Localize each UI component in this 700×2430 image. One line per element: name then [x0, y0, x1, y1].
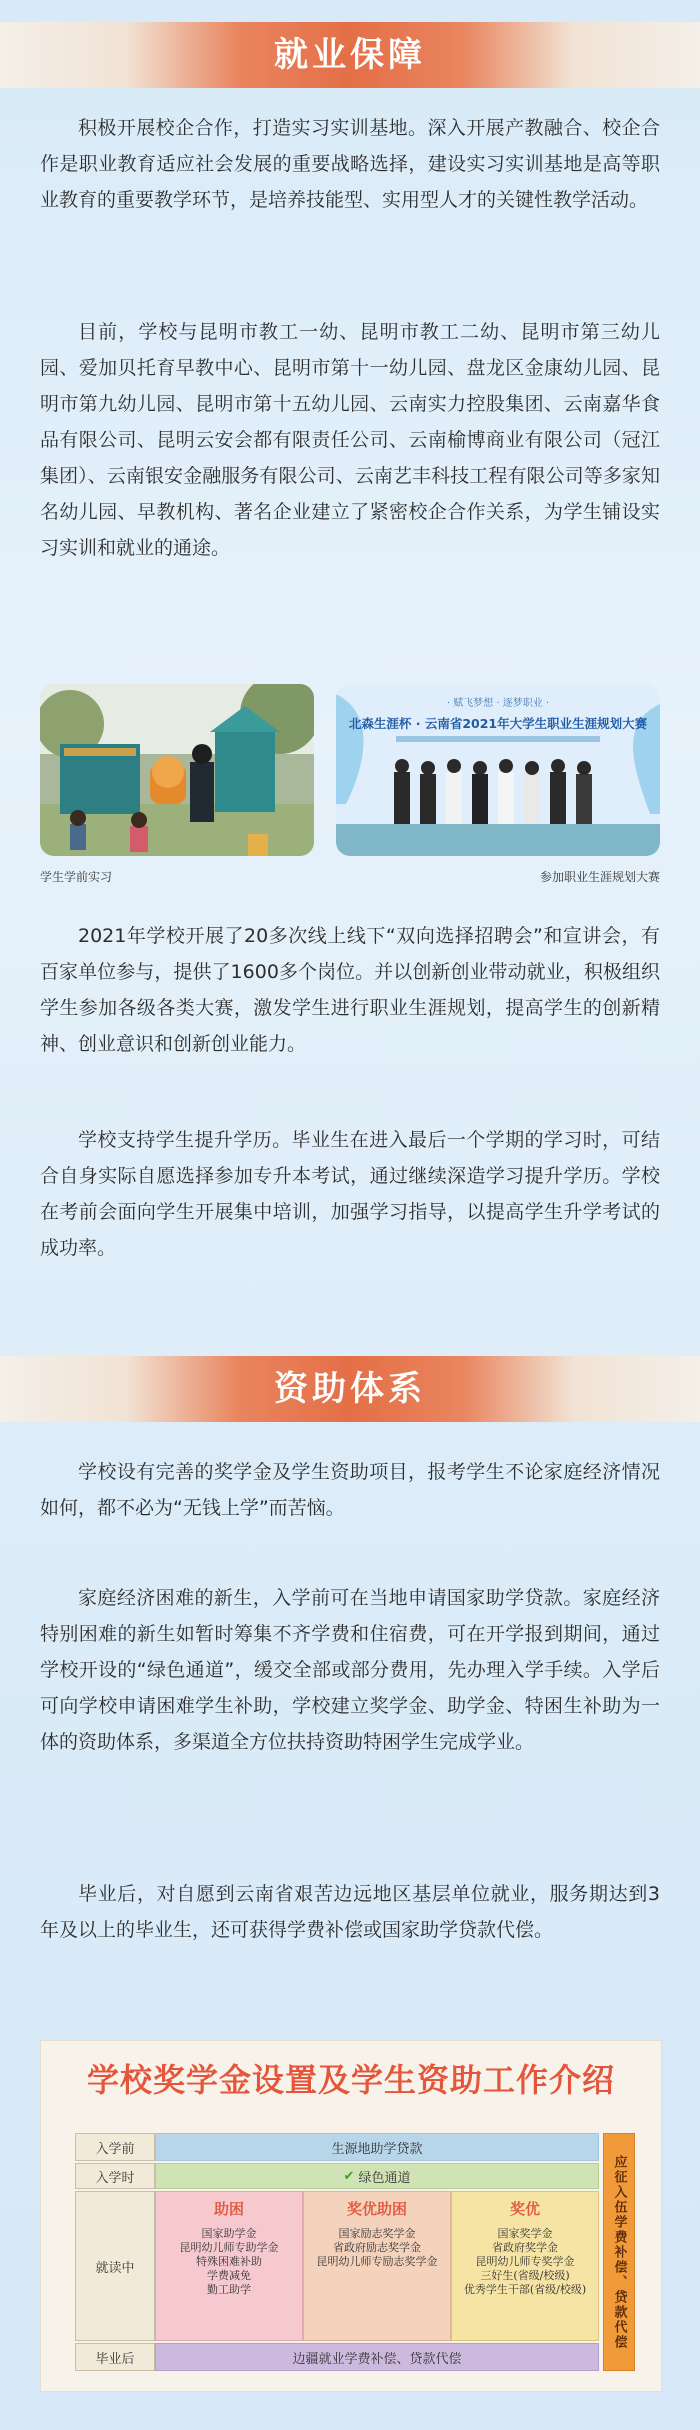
- column-header: 奖优: [509, 2200, 540, 2218]
- section-title: 就业保障: [274, 35, 426, 75]
- section-banner-employment: [0, 22, 700, 88]
- aid-item: 三好生(省级/校级): [480, 2269, 570, 2282]
- aid-table: [75, 2133, 635, 2377]
- row-label-after: 毕业后: [75, 2343, 155, 2371]
- row-label-before: 入学前: [75, 2133, 155, 2161]
- section-title: 资助体系: [274, 1369, 426, 1409]
- aid-item: 昆明幼儿师专励志奖学金: [316, 2255, 438, 2268]
- aid-item: 省政府奖学金: [492, 2241, 558, 2254]
- row-label-enroll: 入学时: [75, 2163, 155, 2189]
- row-label-study: 就读中: [75, 2191, 155, 2341]
- paragraph: 目前，学校与昆明市教工一幼、昆明市教工二幼、昆明市第三幼儿园、爱加贝托育早教中心、昆明市第十一幼儿园、盘龙区金康幼儿园、昆明市第九幼儿园、昆明市第十五幼儿园、云南实力控股集团、云南嘉华食品有限公司、昆明云安会都有限责任公司、云南榆博商业有限公司（冠江集团）、云南银安金融服务有限公司、云南艺丰科技工程有限公司等多家知名幼儿园、早教机构、著名企业建立了紧密校企合作关系，为学生铺设实习实训和就业的通途。: [40, 321, 660, 559]
- aid-item: 国家励志奖学金: [338, 2227, 416, 2240]
- column-merit: [451, 2191, 599, 2341]
- paragraph: 学校支持学生提升学历。毕业生在进入最后一个学期的学习时，可结合自身实际自愿选择参加专升本考试，通过继续深造学习提升学历。学校在考前会面向学生开展集中培训，加强学习指导，以提高学生升学考试的成功率。: [40, 1129, 660, 1259]
- aid-item: 昆明幼儿师专助学金: [179, 2241, 279, 2254]
- aid-item: 勤工助学: [207, 2283, 251, 2296]
- aid-item: 学费减免: [207, 2269, 251, 2282]
- banner-small-text: · 赋飞梦想 · 逐梦职业 ·: [446, 698, 550, 709]
- photo-caption: 学生学前实习: [40, 870, 113, 884]
- career-contest-photo: [336, 684, 660, 856]
- row-before-content: 生源地助学贷款: [155, 2133, 599, 2161]
- aid-item: 省政府励志奖学金: [333, 2241, 421, 2254]
- column-header: 奖优助困: [346, 2200, 407, 2218]
- column-merit-need: [303, 2191, 451, 2341]
- aid-item: 优秀学生干部(省级/校级): [463, 2283, 587, 2296]
- contest-stage-illustration: [336, 684, 660, 856]
- paragraph: 家庭经济困难的新生，入学前可在当地申请国家助学贷款。家庭经济特别困难的新生如暂时筹集不齐学费和住宿费，可在开学报到期间，通过学校开设的“绿色通道”，缓交全部或部分费用，先办理入学手续。入学后可向学校申请困难学生补助，学校建立奖学金、助学金、特困生补助为一体的资助体系，多渠道全方位扶持资助特困学生完成学业。: [40, 1587, 660, 1753]
- check-icon: ✔: [343, 2168, 355, 2184]
- playground-illustration: [40, 684, 314, 856]
- conscription-compensation-column: 应征入伍学费补偿、贷款代偿: [603, 2133, 635, 2371]
- column-need-based: [155, 2191, 303, 2341]
- banner-main-text: 北森生涯杯 · 云南省2021年大学生职业生涯规划大赛: [348, 716, 648, 731]
- paragraph: 学校设有完善的奖学金及学生资助项目，报考学生不论家庭经济情况如何，都不必为“无钱上学”而苦恼。: [40, 1461, 660, 1519]
- column-header: 助困: [213, 2200, 244, 2218]
- section-banner-aid: [0, 1356, 700, 1422]
- paragraph: 毕业后，对自愿到云南省艰苦边远地区基层单位就业，服务期达到3年及以上的毕业生，还可获得学费补偿或国家助学贷款代偿。: [40, 1883, 660, 1941]
- aid-item: 昆明幼儿师专奖学金: [475, 2255, 575, 2268]
- paragraph: 2021年学校开展了20多次线上线下“双向选择招聘会”和宣讲会，有百家单位参与，提供了1600多个岗位。并以创新创业带动就业，积极组织学生参加各级各类大赛，激发学生进行职业生涯规划，提高学生的创新精神、创业意识和创新创业能力。: [40, 925, 660, 1055]
- aid-item: 国家奖学金: [497, 2227, 553, 2240]
- aid-item: 特殊困难补助: [196, 2255, 262, 2268]
- aid-item: 国家助学金: [201, 2227, 257, 2240]
- row-after-content: 边疆就业学费补偿、贷款代偿: [155, 2343, 599, 2371]
- internship-photo: [40, 684, 314, 856]
- scholarship-aid-poster: [40, 2040, 662, 2392]
- photo-caption: 参加职业生涯规划大赛: [539, 870, 660, 884]
- poster-title: 学校奖学金设置及学生资助工作介绍: [86, 2061, 615, 2099]
- row-enroll-content: [155, 2163, 599, 2189]
- paragraph: 积极开展校企合作，打造实习实训基地。深入开展产教融合、校企合作是职业教育适应社会发展的重要战略选择，建设实习实训基地是高等职业教育的重要教学环节，是培养技能型、实用型人才的关键性教学活动。: [40, 117, 660, 211]
- green-channel-label: 绿色通道: [358, 2170, 411, 2186]
